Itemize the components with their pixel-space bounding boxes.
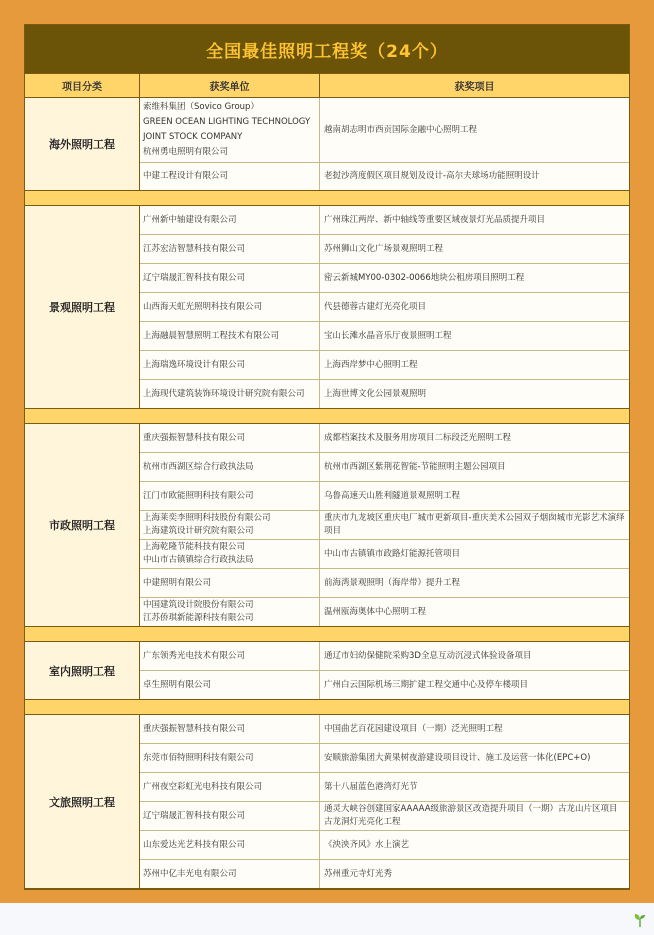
header-category: 项目分类 [25,74,140,97]
unit-name: 辽宁瑞晟汇智科技有限公司 [143,810,246,821]
unit-cell [140,802,320,830]
section-rows [140,98,629,190]
unit-name: 重庆强振智慧科技有限公司 [143,432,246,443]
section-divider [25,700,629,715]
project-cell: 《泱泱齐风》水上演艺 [324,839,410,850]
unit-cell [140,264,320,292]
unit-name: 中国建筑设计院股份有限公司 [143,600,254,610]
table-row [140,351,629,380]
table-row [140,802,629,831]
section-divider [25,191,629,206]
category-cell: 市政照明工程 [25,424,140,626]
unit-cell [140,642,320,670]
unit-name: 上海现代建筑装饰环境设计研究院有限公司 [143,388,305,399]
table-title: 全国最佳照明工程奖（24个） [25,25,629,73]
project-cell: 上海西岸梦中心照明工程 [324,359,418,370]
table-row [140,744,629,773]
unit-cell [140,569,320,597]
table-row [140,569,629,598]
unit-cell [140,671,320,699]
unit-cell [140,351,320,379]
category-cell: 海外照明工程 [25,98,140,190]
project-cell: 中山市古镇镇市政路灯能源托管项目 [324,548,461,559]
table-row [140,715,629,744]
project-cell: 老挝沙湾度假区项目规划及设计-高尔夫球场功能照明设计 [324,171,540,181]
project-cell: 苏州狮山文化广场景观照明工程 [324,243,444,254]
unit-name: 江门市欧能照明科技有限公司 [143,490,254,501]
project-cell: 安顺旅游集团大黄果树夜游建设项目设计、施工及运营一体化(EPC+O) [324,752,591,763]
table-row [140,206,629,235]
section [25,424,629,627]
table-row [140,671,629,699]
project-cell: 越南胡志明市西贡国际金融中心照明工程 [324,124,478,135]
table-row [140,511,629,540]
unit-cell [140,715,320,743]
project-cell: 第十八届蓝色港湾灯光节 [324,781,418,792]
project-cell: 温州瓯海奥体中心照明工程 [324,606,427,617]
project-cell: 前海湾景观照明（海岸带）提升工程 [324,577,461,588]
unit-name: 广州新中轴建设有限公司 [143,214,237,225]
section-rows [140,424,629,626]
table-row [140,482,629,511]
section [25,715,629,889]
section-divider [25,409,629,424]
table-row [140,453,629,482]
project-cell: 代县德蓉古建灯光亮化项目 [324,301,427,312]
section [25,98,629,191]
unit-cell [140,860,320,888]
project-cell: 重庆市九龙坡区重庆电厂城市更新项目-重庆美术公园双子烟囱城市光影艺术演绎项目 [324,513,625,536]
unit-cell [140,540,320,568]
unit-name: 山东爱达光艺科技有限公司 [143,839,246,850]
table-row [140,424,629,453]
project-cell: 成都档案技术及服务用房项目二标段泛光照明工程 [324,432,512,443]
unit-name: JOINT STOCK COMPANY [143,132,243,142]
unit-name: 广州夜空彩虹光电科技有限公司 [143,781,263,792]
unit-name: 中建工程设计有限公司 [143,171,229,181]
project-cell: 苏州重元寺灯光秀 [324,868,393,879]
unit-name: GREEN OCEAN LIGHTING TECHNOLOGY [143,117,311,127]
unit-name: 苏州中亿丰光电有限公司 [143,868,237,879]
table-row [140,322,629,351]
section [25,642,629,700]
unit-name: 上海乾隆节能科技有限公司 [143,542,246,552]
unit-cell [140,235,320,263]
footer-bar [0,903,654,935]
table-row [140,831,629,860]
unit-cell [140,744,320,772]
unit-cell [140,482,320,510]
unit-name: 杭州勇电照明有限公司 [143,147,229,157]
unit-cell [140,424,320,452]
unit-name: 广东领秀光电技术有限公司 [143,650,246,661]
table-row [140,642,629,671]
project-cell: 杭州市西湖区紫荆花智能-节能照明主题公园项目 [324,461,506,472]
project-cell: 广州珠江两岸、新中轴线等重要区域夜景灯光品质提升项目 [324,214,546,225]
project-cell: 广州白云国际机场三期扩建工程交通中心及停车楼项目 [324,679,529,690]
category-cell: 室内照明工程 [25,642,140,699]
award-table [24,24,630,890]
unit-cell [140,831,320,859]
unit-name: 东莞市佰特照明科技有限公司 [143,752,254,763]
unit-cell [140,598,320,626]
header-unit: 获奖单位 [140,74,320,97]
table-row [140,293,629,322]
unit-cell [140,322,320,350]
unit-name: 卓生照明有限公司 [143,679,212,690]
unit-cell [140,453,320,481]
section [25,206,629,409]
header-project: 获奖项目 [454,82,495,93]
section-rows [140,206,629,408]
table-header [25,73,629,98]
project-cell: 上海世博文化公园景观照明 [324,388,427,399]
table-row [140,163,629,190]
table-row [140,264,629,293]
unit-name: 重庆强振智慧科技有限公司 [143,723,246,734]
project-cell: 宝山长滩水晶音乐厅夜景照明工程 [324,330,452,341]
unit-name: 索维科集团（Sovico Group） [143,102,259,112]
unit-name: 上海瑞逸环境设计有限公司 [143,359,246,370]
table-row [140,773,629,802]
unit-cell [140,98,320,162]
project-cell: 密云新城MY00-0302-0066地块公租房项目照明工程 [324,272,525,283]
unit-name: 中山市古镇镇综合行政执法局 [143,555,254,565]
table-row [140,598,629,626]
category-cell: 文旅照明工程 [25,715,140,888]
unit-name: 上海建筑设计研究院有限公司 [143,526,254,536]
table-row [140,98,629,163]
unit-name: 中建照明有限公司 [143,577,212,588]
unit-cell [140,163,320,190]
table-row [140,380,629,408]
category-cell: 景观照明工程 [25,206,140,408]
unit-cell [140,293,320,321]
project-cell: 通辽市妇幼保健院采购3D全息互动沉浸式体验设备项目 [324,650,532,661]
unit-name: 上海莱奕李照明科技股份有限公司 [143,513,271,523]
project-cell: 通灵大峡谷创建国家AAAAA级旅游景区改造提升项目（一期）古龙山片区项目古龙洞灯光亮化工程 [324,804,618,827]
project-cell: 乌鲁高速天山胜利隧道景观照明工程 [324,490,461,501]
unit-name: 上海融晨智慧照明工程技术有限公司 [143,330,280,341]
unit-cell [140,511,320,539]
unit-name: 辽宁瑞晟汇智科技有限公司 [143,272,246,283]
unit-name: 江苏宏洁智慧科技有限公司 [143,243,246,254]
table-row [140,235,629,264]
unit-name: 杭州市西湖区综合行政执法局 [143,461,254,472]
section-rows [140,642,629,699]
unit-cell [140,773,320,801]
section-divider [25,627,629,642]
table-row [140,860,629,888]
project-cell: 中国曲艺百花园建设项目（一期）泛光照明工程 [324,723,503,734]
table-body [25,98,629,889]
sprout-icon [634,913,646,927]
table-row [140,540,629,569]
unit-name: 江苏侨琪新能源科技有限公司 [143,613,254,623]
unit-name: 山西海天虹光照明科技有限公司 [143,301,263,312]
section-rows [140,715,629,888]
unit-cell [140,380,320,408]
unit-cell [140,206,320,234]
